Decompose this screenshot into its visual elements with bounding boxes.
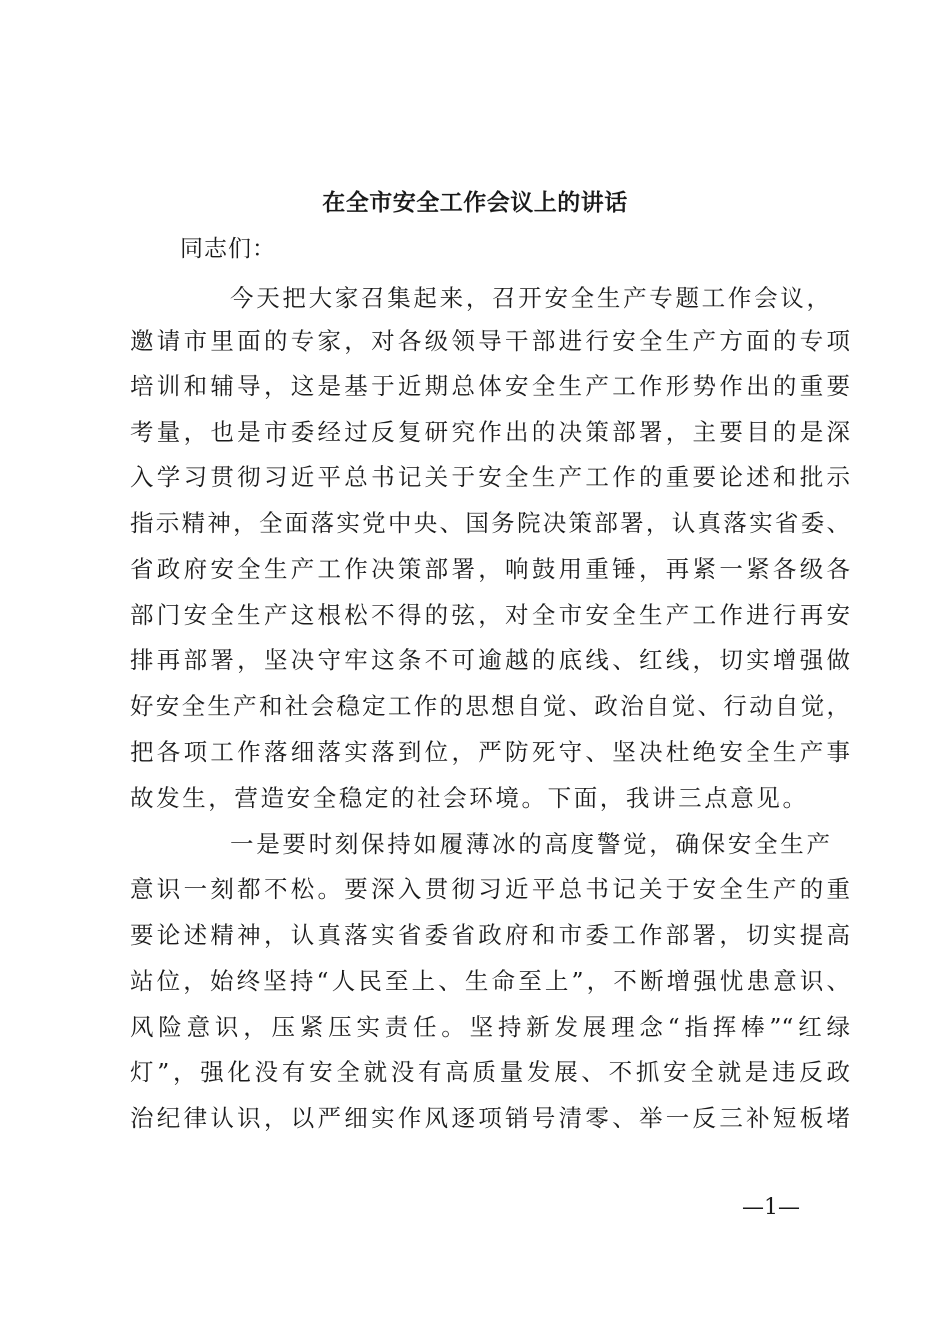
text-line: 指示精神，全面落实党中央、国务院决策部署，认真落实省委、 [130,509,850,537]
text-line: 风险意识，压紧压实责任。坚持新发展理念“指挥棒”“红绿 [130,1013,850,1041]
text-line: 站位，始终坚持“人民至上、生命至上”，不断增强忧患意识、 [130,967,850,995]
text-line: 省政府安全生产工作决策部署，响鼓用重锤，再紧一紧各级各 [130,555,850,583]
text-line: 好安全生产和社会稳定工作的思想自觉、政治自觉、行动自觉， [130,692,850,720]
text-line: 故发生，营造安全稳定的社会环境。下面，我讲三点意见。 [130,784,809,812]
page-title: 在全市安全工作会议上的讲话 [322,189,628,216]
salutation: 同志们： [180,236,276,262]
text-line: 入学习贯彻习近平总书记关于安全生产工作的重要论述和批示 [130,463,850,491]
text-line: 部门安全生产这根松不得的弦，对全市安全生产工作进行再安 [130,601,850,629]
text-line: 今天把大家召集起来，召开安全生产专题工作会议， [230,284,830,312]
text-line: 邀请市里面的专家，对各级领导干部进行安全生产方面的专项 [130,327,850,355]
text-line: 排再部署，坚决守牢这条不可逾越的底线、红线，切实增强做 [130,646,850,674]
text-line: 把各项工作落细落实落到位，严防死守、坚决杜绝安全生产事 [130,738,850,766]
text-line: 治纪律认识，以严细实作风逐项销号清零、举一反三补短板堵 [130,1104,850,1132]
text-line: 要论述精神，认真落实省委省政府和市委工作部署，切实提高 [130,921,850,949]
text-line: 考量，也是市委经过反复研究作出的决策部署，主要目的是深 [130,418,850,446]
text-line: 培训和辅导，这是基于近期总体安全生产工作形势作出的重要 [130,372,850,400]
text-line: 灯”，强化没有安全就没有高质量发展、不抓安全就是违反政 [130,1058,850,1086]
text-line: 意识一刻都不松。要深入贯彻习近平总书记关于安全生产的重 [130,875,850,903]
text-line: 一是要时刻保持如履薄冰的高度警觉，确保安全生产 [230,830,830,858]
page-number: —1— [742,1195,800,1220]
